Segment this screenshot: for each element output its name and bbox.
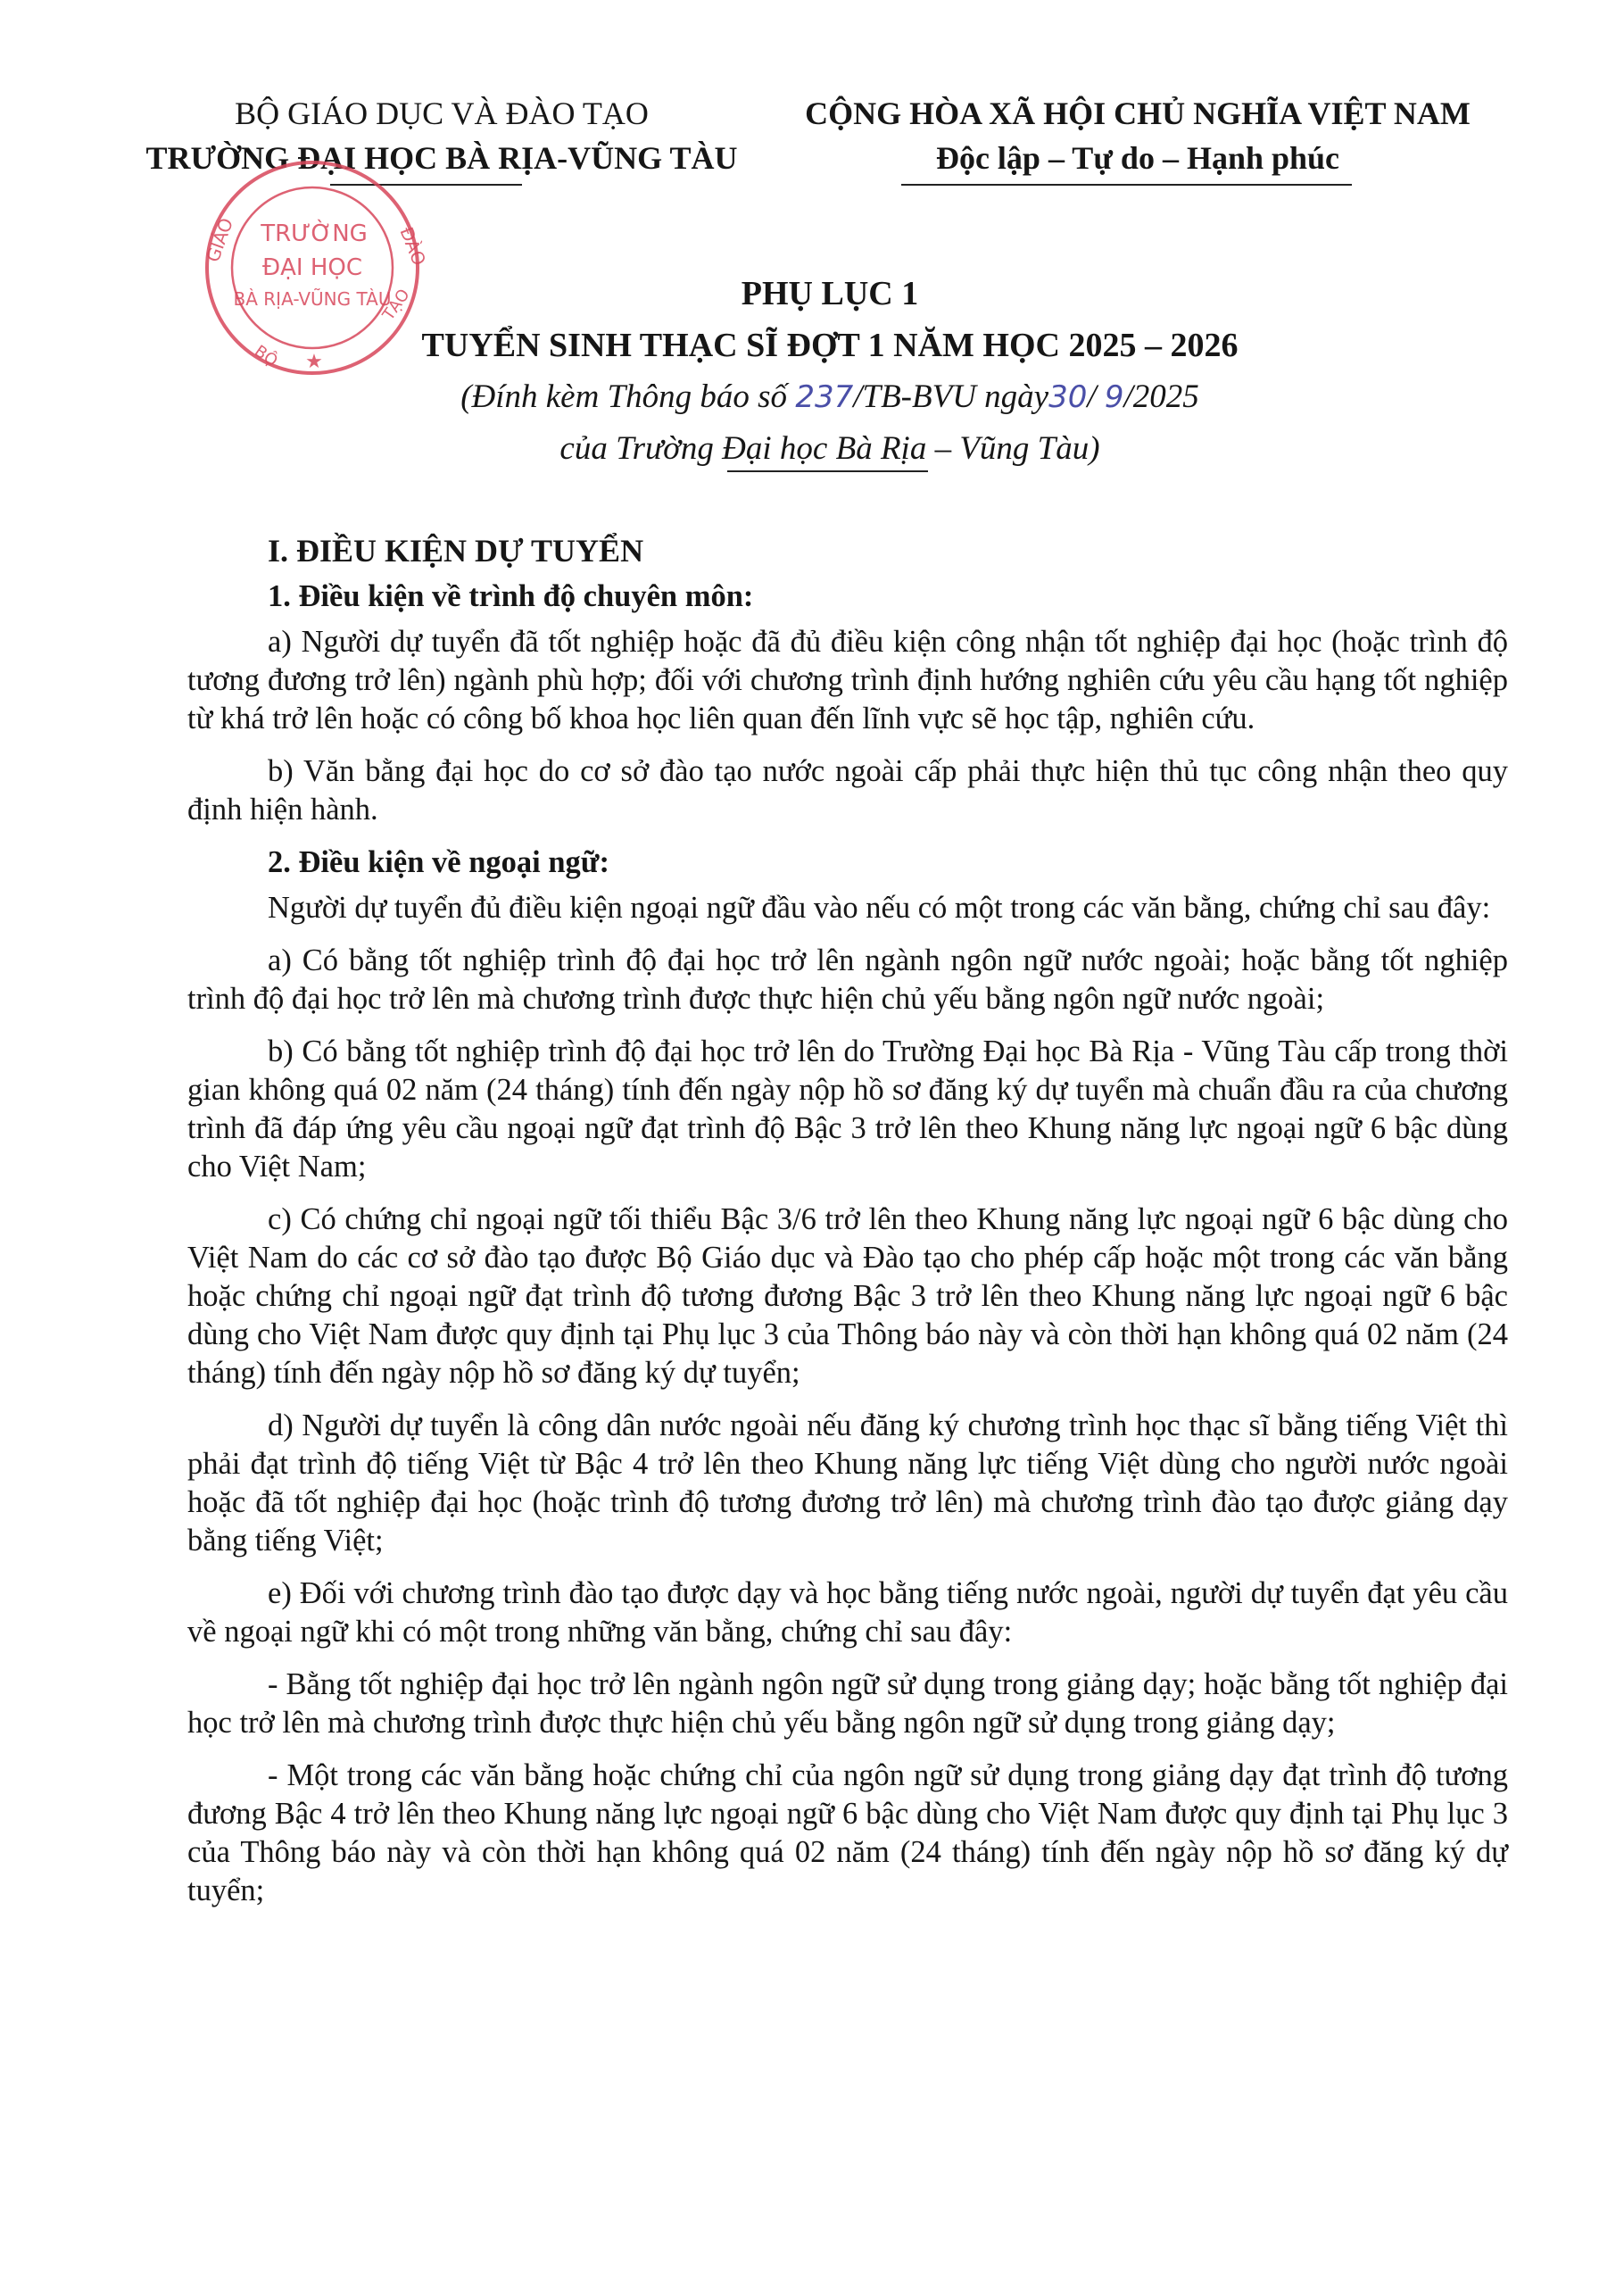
seal-ring-left: GIÁO: [202, 215, 237, 265]
seal-ring-bottom-right: TẠO: [378, 286, 414, 324]
seal-line-2: ĐẠI HỌC: [261, 254, 363, 281]
header-right-rule: [901, 184, 1352, 186]
subsection-1-heading: 1. Điều kiện về trình độ chuyên môn:: [268, 579, 754, 613]
paragraph-2a: a) Có bằng tốt nghiệp trình độ đại học trở lên ngành ngôn ngữ nước ngoài; hoặc bằng tốt nghiệp trình độ đại học trở lên mà chương trình được thực hiện chủ yếu bằng ngôn ngữ nước ngoài;: [187, 943, 1508, 1016]
paragraph-1b: b) Văn bằng đại học do cơ sở đào tạo nước ngoài cấp phải thực hiện thủ tục công nhận theo quy định hiện hành.: [187, 754, 1508, 827]
handwritten-day: 30: [1048, 379, 1088, 415]
paragraph-2e: e) Đối với chương trình đào tạo được dạy và học bằng tiếng nước ngoài, người dự tuyển đạt yêu cầu về ngoại ngữ khi có một trong những văn bằng, chứng chỉ sau đây:: [187, 1576, 1508, 1649]
paragraph-2c: c) Có chứng chỉ ngoại ngữ tối thiểu Bậc 3/6 trở lên theo Khung năng lực ngoại ngữ 6 bậc dùng cho Việt Nam do các cơ sở đào tạo được Bộ Giáo dục và Đào tạo cho phép cấp hoặc một trong các văn bằng hoặc chứng chỉ ngoại ngữ đạt trình độ tương đương Bậc 3 trở lên theo Khung năng lực ngoại ngữ 6 bậc dùng cho Việt Nam được quy định tại Phụ lục 3 của Thông báo này và còn thời hạn không quá 02 năm (24 tháng) tính đến ngày nộp hồ sơ đăng ký dự tuyển;: [187, 1202, 1508, 1390]
paragraph-1a: a) Người dự tuyển đã tốt nghiệp hoặc đã đủ điều kiện công nhận tốt nghiệp đại học (hoặc trình độ tương đương trở lên) ngành phù hợp; đối với chương trình định hướng nghiên cứu yêu cầu hạng tốt nghiệp từ khá trở lên hoặc có công bố khoa học liên quan đến lĩnh vực sẽ học tập, nghiên cứu.: [187, 625, 1508, 735]
seal-ring-right: ĐÀO: [395, 223, 431, 269]
nation-name: CỘNG HÒA XÃ HỘI CHỦ NGHĨA VIỆT NAM: [805, 96, 1471, 131]
header-right: [772, 91, 1504, 180]
appendix-title: PHỤ LỤC 1: [741, 275, 919, 312]
title-rule: [727, 470, 928, 472]
seal-star: ★: [305, 351, 323, 373]
national-motto: Độc lập – Tự do – Hạnh phúc: [935, 140, 1340, 176]
seal-ring-bottom: BỘ: [251, 341, 281, 371]
admission-title: TUYỂN SINH THẠC SĨ ĐỢT 1 NĂM HỌC 2025 – 2026: [421, 327, 1239, 364]
issuer-line: của Trường Đại học Bà Rịa – Vũng Tàu): [559, 430, 1100, 467]
document-body: [187, 532, 1508, 1924]
paragraph-2e-bullet-1: - Bằng tốt nghiệp đại học trở lên ngành ngôn ngữ sử dụng trong giảng dạy; hoặc bằng tốt nghiệp đại học trở lên mà chương trình được thực hiện chủ yếu bằng ngôn ngữ sử dụng trong giảng dạy;: [187, 1667, 1508, 1740]
paragraph-2-intro: Người dự tuyển đủ điều kiện ngoại ngữ đầu vào nếu có một trong các văn bằng, chứng chỉ sau đây:: [268, 891, 1491, 925]
ministry-name: BỘ GIÁO DỤC VÀ ĐÀO TẠO: [235, 96, 649, 131]
section-1-heading: I. ĐIỀU KIỆN DỰ TUYỂN: [268, 533, 644, 569]
paragraph-2e-bullet-2: - Một trong các văn bằng hoặc chứng chỉ của ngôn ngữ sử dụng trong giảng dạy đạt trình độ tương đương Bậc 4 trở lên theo Khung năng lực ngoại ngữ 6 bậc dùng cho Việt Nam được quy định tại Phụ lục 3 của Thông báo này và còn thời hạn không quá 02 năm (24 tháng) tính đến ngày nộp hồ sơ đăng ký dự tuyển;: [187, 1758, 1508, 1907]
university-name: TRƯỜNG ĐẠI HỌC BÀ RỊA-VŨNG TÀU: [145, 140, 738, 176]
paragraph-2b: b) Có bằng tốt nghiệp trình độ đại học trở lên do Trường Đại học Bà Rịa - Vũng Tàu cấp trong thời gian không quá 02 năm (24 tháng) tính đến ngày nộp hồ sơ đăng ký dự tuyển mà chuẩn đầu ra của chương trình đã đáp ứng yêu cầu ngoại ngữ đạt trình độ Bậc 3 trở lên theo Khung năng lực ngoại ngữ 6 bậc dùng cho Việt Nam;: [187, 1034, 1508, 1184]
attachment-line: (Đính kèm Thông báo số 237/TB-BVU ngày30/ 9/2025: [460, 378, 1199, 415]
title-block: [339, 268, 1321, 475]
handwritten-doc-no: 237: [795, 379, 854, 415]
seal-line-3: BÀ RỊA-VŨNG TÀU: [233, 288, 392, 310]
paragraph-2d: d) Người dự tuyển là công dân nước ngoài nếu đăng ký chương trình học thạc sĩ bằng tiếng Việt thì phải đạt trình độ tiếng Việt từ Bậc 4 trở lên theo Khung năng lực tiếng Việt dùng cho người nước ngoài hoặc đã tốt nghiệp đại học (hoặc trình độ tương đương trở lên) mà chương trình đào tạo được giảng dạy bằng tiếng Việt;: [187, 1408, 1508, 1558]
seal-line-1: TRƯỜNG: [261, 220, 368, 247]
handwritten-month: 9: [1104, 379, 1124, 415]
subsection-2-heading: 2. Điều kiện về ngoại ngữ:: [268, 845, 609, 879]
